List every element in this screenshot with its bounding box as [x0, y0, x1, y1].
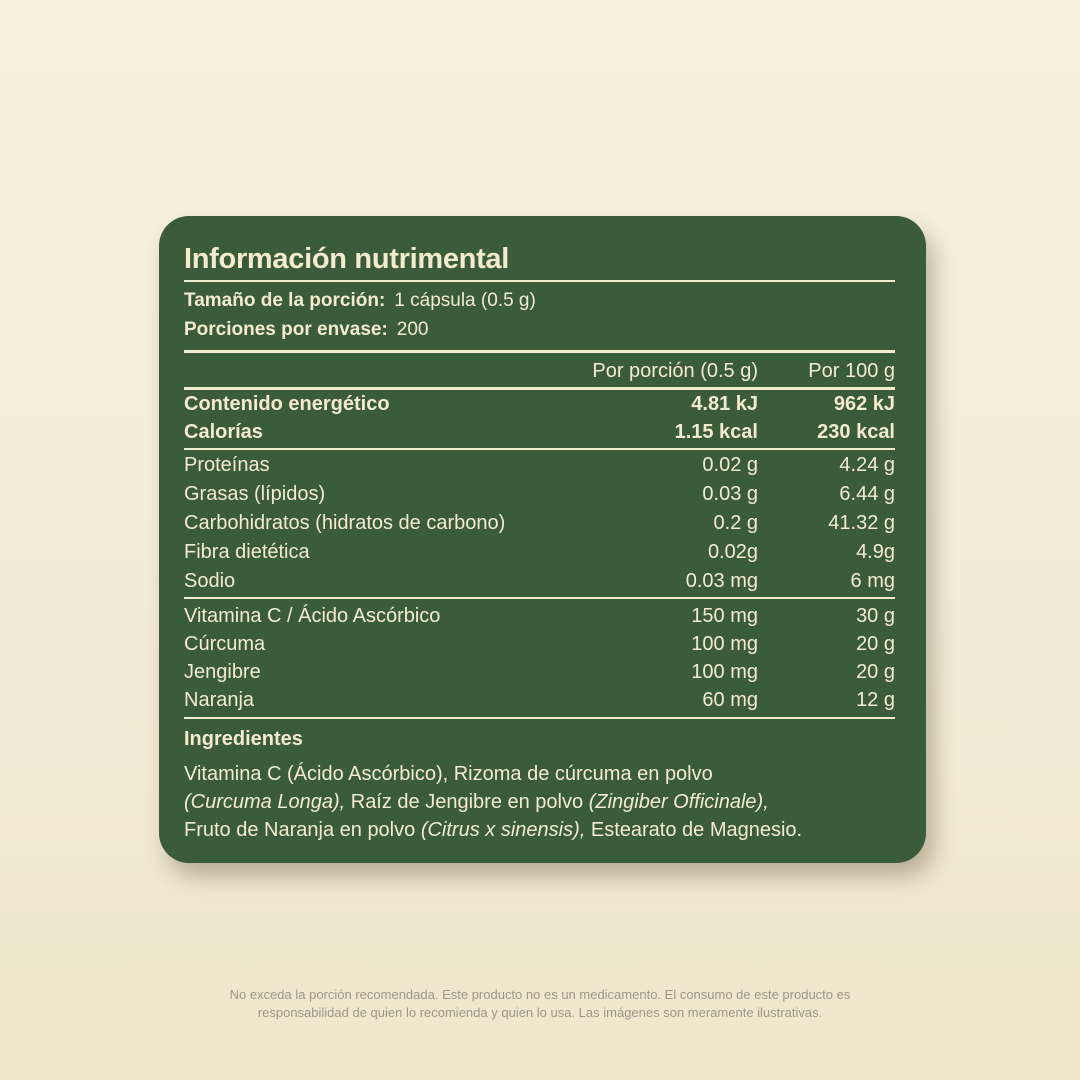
- ingredients-title: Ingredientes: [184, 728, 303, 750]
- divider: [184, 597, 895, 599]
- table-row: Sodio 0.03 mg 6 mg: [184, 570, 895, 592]
- ingredients-line: Vitamina C (Ácido Ascórbico), Rizoma de cúrcuma en polvo: [184, 763, 713, 785]
- servings-row: [184, 315, 901, 344]
- table-row: Proteínas 0.02 g 4.24 g: [184, 454, 895, 476]
- table-row: Fibra dietética 0.02g 4.9g: [184, 541, 895, 563]
- ingredients-list: [184, 760, 901, 844]
- column-header-row: [184, 357, 895, 385]
- nutrition-facts-panel: [159, 216, 926, 863]
- table-row: Carbohidratos (hidratos de carbono) 0.2 g 41.32 g: [184, 512, 895, 534]
- legal-disclaimer: [0, 986, 1080, 1022]
- table-row: Vitamina C / Ácido Ascórbico 150 mg 30 g: [184, 605, 895, 627]
- divider: [184, 350, 895, 353]
- disclaimer-line: responsabilidad de quien lo recomienda y quien lo usa. Las imágenes son meramente ilustrativas.: [257, 1005, 823, 1020]
- table-row: Cúrcuma 100 mg 20 g: [184, 633, 895, 655]
- ingredients-line: (Curcuma Longa), Raíz de Jengibre en polvo (Zingiber Officinale),: [184, 791, 769, 813]
- divider: [184, 717, 895, 719]
- nutrition-table: [184, 357, 895, 719]
- serving-size-row: [184, 286, 901, 315]
- column-header-per-100g: Por 100 g: [808, 360, 895, 382]
- panel-title: Información nutrimental: [184, 243, 510, 275]
- serving-size-label: Tamaño de la porción:: [184, 290, 386, 311]
- servings-value: 200: [396, 319, 429, 340]
- table-row: Grasas (lípidos) 0.03 g 6.44 g: [184, 483, 895, 505]
- table-row-energy: Contenido energético 4.81 kJ 962 kJ: [184, 393, 895, 415]
- serving-size-value: 1 cápsula (0.5 g): [394, 290, 536, 311]
- servings-label: Porciones por envase:: [184, 319, 388, 340]
- divider: [184, 448, 895, 450]
- disclaimer-line: No exceda la porción recomendada. Este producto no es un medicamento. El consumo de este producto es: [229, 987, 851, 1002]
- table-row: Naranja 60 mg 12 g: [184, 689, 895, 711]
- table-row-calories: Calorías 1.15 kcal 230 kcal: [184, 421, 895, 443]
- divider: [184, 280, 895, 282]
- column-header-per-serving: Por porción (0.5 g): [592, 360, 758, 382]
- ingredients-line: Fruto de Naranja en polvo (Citrus x sinensis), Estearato de Magnesio.: [184, 819, 803, 841]
- table-row: Jengibre 100 mg 20 g: [184, 661, 895, 683]
